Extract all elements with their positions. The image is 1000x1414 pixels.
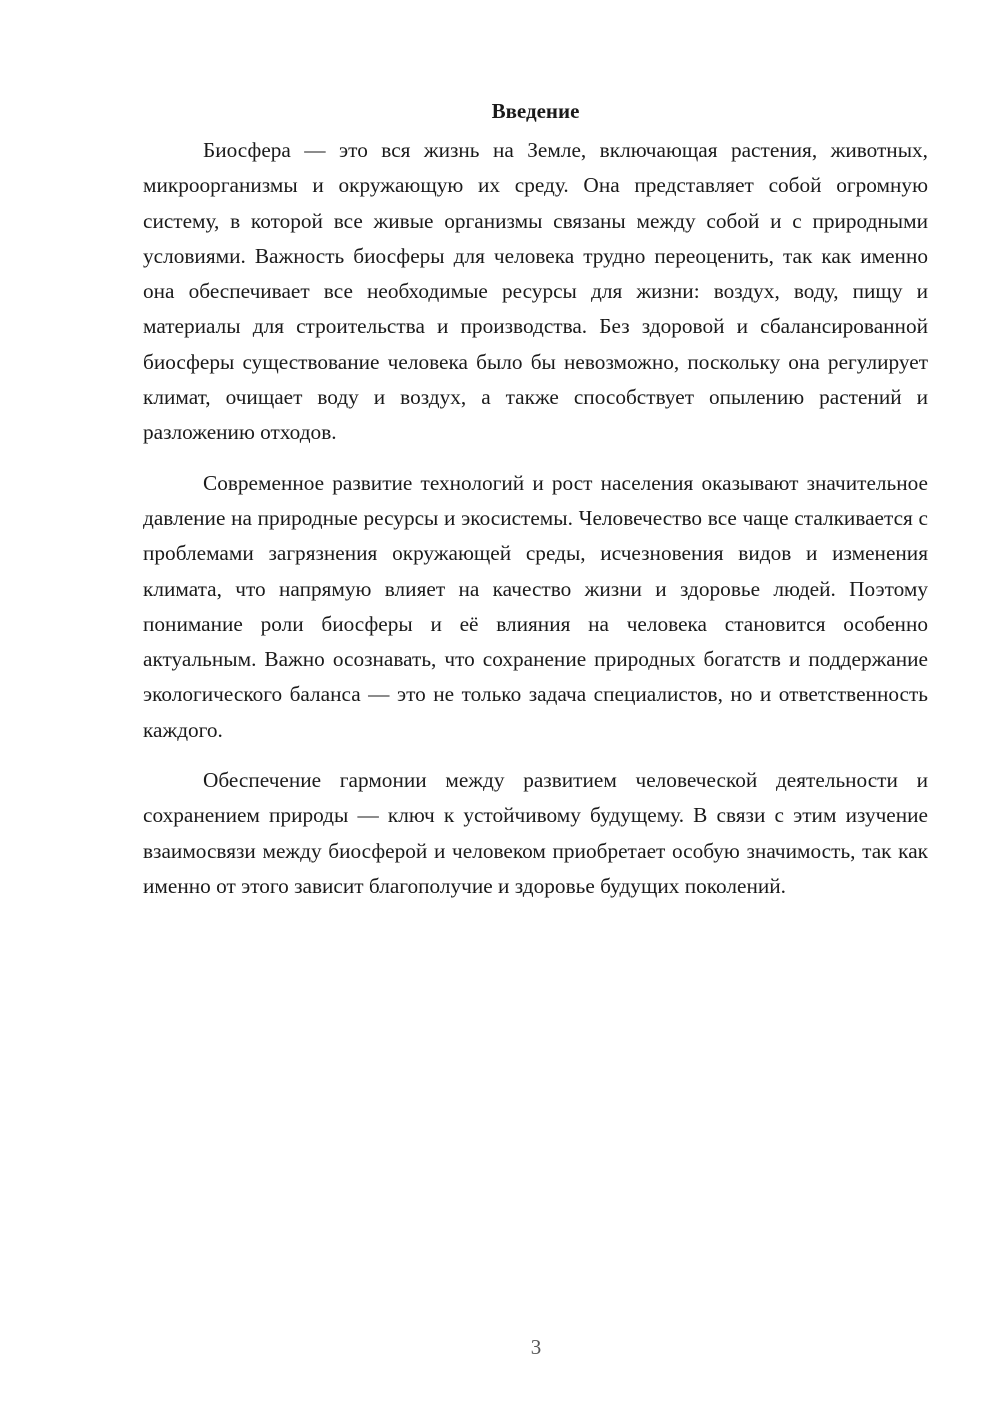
paragraph-1: Биосфера — это вся жизнь на Земле, включающая растения, животных, микроорганизмы и окружающую их среду. Она представляет собой огромную систему, в которой все живые организмы связаны между собой и с природными условиями. Важность биосферы для человека трудно переоценить, так как именно она обеспечивает все необходимые ресурсы для жизни: воздух, воду, пищу и материалы для строительства и производства. Без здоровой и сбалансированной биосферы существование человека было бы невозможно, поскольку она регулирует климат, очищает воду и воздух, а также способствует опылению растений и разложению отходов. (143, 138, 928, 445)
page-number: 3 (530, 1335, 542, 1359)
page-content (143, 96, 928, 919)
paragraph-3: Обеспечение гармонии между развитием человеческой деятельности и сохранением природы — ключ к устойчивому будущему. В связи с этим изучение взаимосвязи между биосферой и человеком приобретает особую значимость, так как именно от этого зависит благополучие и здоровье будущих поколений. (143, 768, 928, 898)
paragraph-2: Современное развитие технологий и рост населения оказывают значительное давление на природные ресурсы и экосистемы. Человечество все чаще сталкивается с проблемами загрязнения окружающей среды, исчезновения видов и изменения климата, что напрямую влияет на качество жизни и здоровье людей. Поэтому понимание роли биосферы и её влияния на человека становится особенно актуальным. Важно осознавать, что сохранение природных богатств и поддержание экологического баланса — это не только задача специалистов, но и ответственность каждого. (143, 470, 928, 742)
section-title: Введение (491, 99, 580, 123)
